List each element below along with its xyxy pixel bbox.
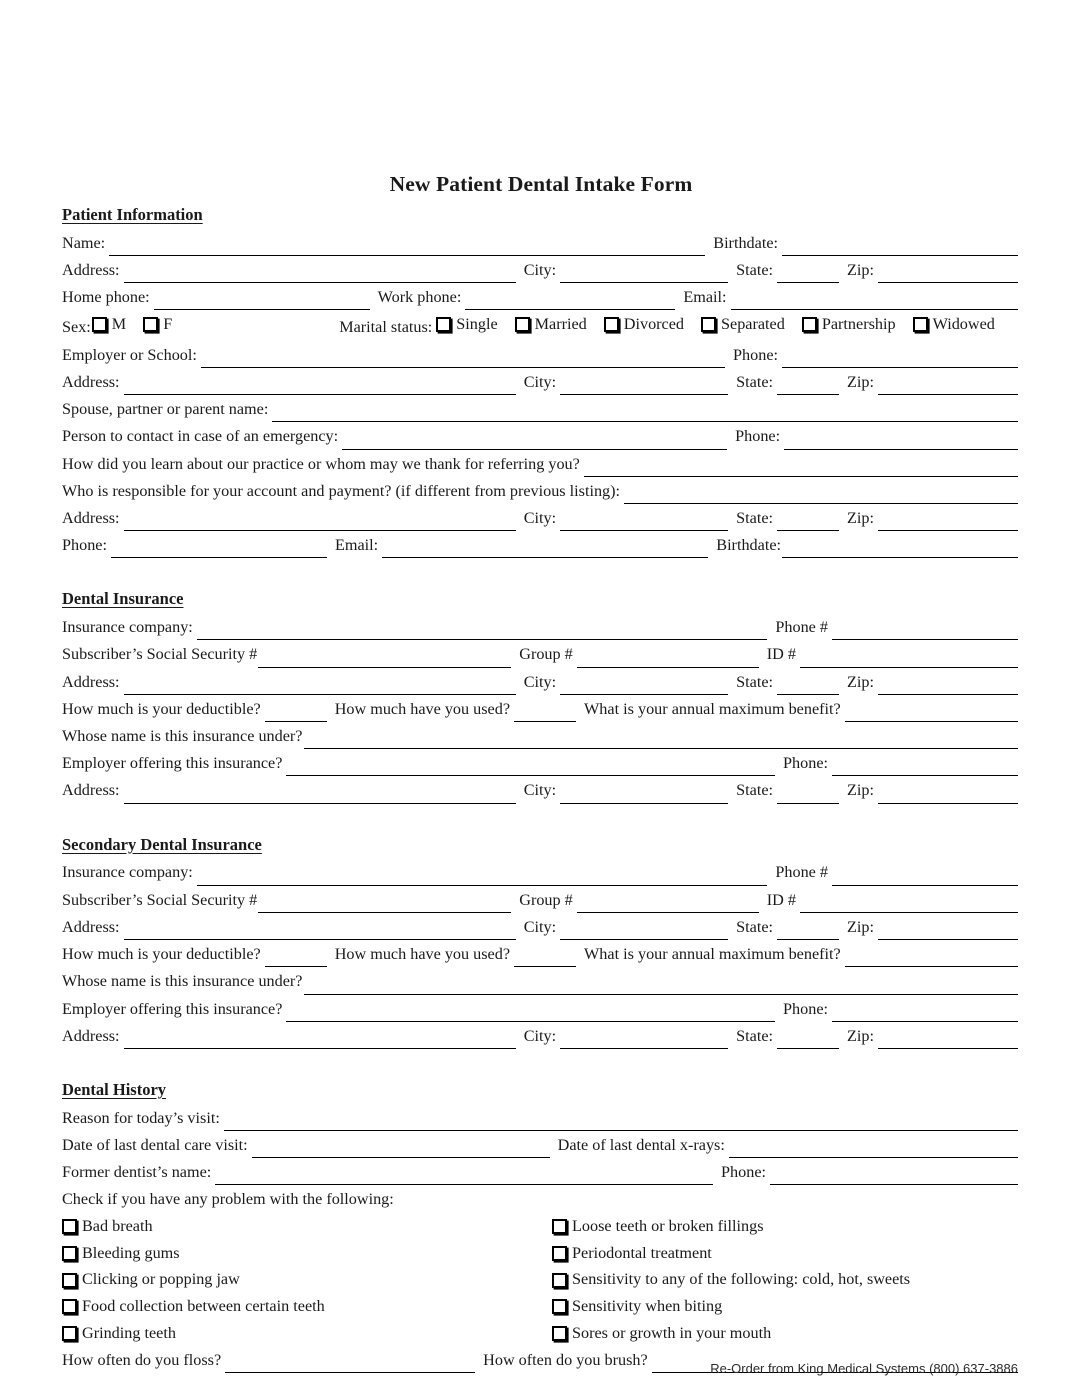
input-employer-offering[interactable] — [286, 760, 775, 776]
section-heading-patient-information: Patient Information — [62, 205, 203, 224]
row-former-dentist — [62, 1159, 1018, 1186]
label-employer-offering-phone: Phone: — [783, 754, 828, 773]
checkbox-label: Sensitivity when biting — [572, 1297, 723, 1316]
input-state[interactable] — [777, 267, 839, 283]
label-responsible-party: Who is responsible for your account and payment? (if different from previous listing): — [62, 481, 621, 500]
input-insurance-employer-zip[interactable] — [878, 787, 1018, 803]
input-secondary-group-number[interactable] — [577, 896, 759, 912]
input-insurance-employer-city[interactable] — [560, 787, 728, 803]
label-group-number: Group # — [519, 890, 573, 909]
label-responsible-phone: Phone: — [62, 536, 107, 555]
input-id-number[interactable] — [800, 651, 1018, 667]
checkbox-icon[interactable] — [515, 317, 530, 332]
label-responsible-birthdate: Birthdate: — [716, 536, 781, 555]
label-responsible-email: Email: — [334, 536, 379, 555]
label-floss-frequency: How often do you floss? — [62, 1350, 222, 1369]
input-secondary-employer-offering-phone[interactable] — [832, 1005, 1018, 1021]
checkbox-icon[interactable] — [552, 1299, 567, 1314]
label-subscriber-ssn: Subscriber’s Social Security # — [62, 890, 258, 909]
input-insurance-city[interactable] — [560, 678, 728, 694]
label-former-dentist-phone: Phone: — [721, 1163, 766, 1182]
label-zip: Zip: — [847, 372, 874, 391]
problem-checklist-left-column — [62, 1214, 528, 1347]
input-secondary-subscriber-ssn[interactable] — [258, 896, 511, 912]
label-zip: Zip: — [847, 509, 874, 528]
label-name: Name: — [62, 233, 106, 252]
input-whose-name[interactable] — [304, 733, 1019, 749]
row-responsible-phone-email-birthdate — [62, 532, 1018, 559]
label-work-phone: Work phone: — [377, 288, 462, 307]
checkbox-label-sex-female: F — [163, 315, 173, 334]
row-sex-marital — [62, 311, 1018, 341]
checkbox-marital-widowed[interactable] — [913, 311, 995, 338]
checkbox-sex-female[interactable] — [143, 311, 172, 338]
label-insurance-company: Insurance company: — [62, 863, 193, 882]
checkbox-icon[interactable] — [62, 1246, 77, 1261]
input-reason-for-visit[interactable] — [224, 1115, 1018, 1131]
input-secondary-insurance-state[interactable] — [777, 924, 839, 940]
input-employer-offering-phone[interactable] — [832, 760, 1018, 776]
checkbox-icon[interactable] — [552, 1219, 567, 1234]
input-subscriber-ssn[interactable] — [258, 651, 511, 667]
checkbox-marital-separated[interactable] — [701, 311, 785, 338]
row-secondary-whose-name — [62, 968, 1018, 995]
label-address: Address: — [62, 1026, 120, 1045]
row-address-city-state-zip — [62, 257, 1018, 284]
input-home-phone[interactable] — [154, 294, 370, 310]
row-home-work-email — [62, 284, 1018, 311]
label-amount-used: How much have you used? — [334, 699, 511, 718]
label-former-dentist: Former dentist’s name: — [62, 1163, 212, 1182]
section-heading-dental-insurance: Dental Insurance — [62, 589, 184, 609]
label-birthdate: Birthdate: — [713, 233, 778, 252]
row-reason-for-visit — [62, 1105, 1018, 1132]
input-secondary-deductible[interactable] — [265, 951, 327, 967]
label-reason-for-visit: Reason for today’s visit: — [62, 1108, 220, 1127]
label-city: City: — [523, 672, 557, 691]
checkbox-label: Grinding teeth — [82, 1323, 176, 1342]
row-spouse — [62, 396, 1018, 423]
input-responsible-email[interactable] — [382, 542, 708, 558]
input-secondary-insurance-address[interactable] — [124, 924, 516, 940]
label-referral: How did you learn about our practice or whom may we thank for referring you? — [62, 454, 580, 473]
checkbox-icon[interactable] — [62, 1299, 77, 1314]
label-check-problems: Check if you have any problem with the following: — [62, 1190, 394, 1209]
label-state: State: — [736, 509, 774, 528]
input-spouse[interactable] — [272, 406, 1018, 422]
label-address: Address: — [62, 509, 120, 528]
label-zip: Zip: — [847, 260, 874, 279]
checkbox-bleeding-gums[interactable] — [62, 1240, 528, 1267]
label-home-phone: Home phone: — [62, 288, 150, 307]
label-city: City: — [523, 509, 557, 528]
row-deductible — [62, 696, 1018, 723]
checkbox-icon[interactable] — [552, 1246, 567, 1261]
input-former-dentist[interactable] — [215, 1169, 713, 1185]
checkbox-marital-partnership[interactable] — [802, 311, 896, 338]
checkbox-label-marital-widowed: Widowed — [932, 315, 995, 334]
label-deductible: How much is your deductible? — [62, 945, 261, 964]
input-insurance-state[interactable] — [777, 678, 839, 694]
input-secondary-max-benefit[interactable] — [845, 951, 1018, 967]
input-secondary-employer-address[interactable] — [124, 1033, 516, 1049]
checkbox-label: Clicking or popping jaw — [82, 1270, 240, 1289]
label-employer-offering-phone: Phone: — [783, 999, 828, 1018]
input-secondary-employer-zip[interactable] — [878, 1033, 1018, 1049]
checkbox-sex-male[interactable] — [92, 311, 126, 338]
checkbox-periodontal-treatment[interactable] — [552, 1240, 1018, 1267]
label-insurance-phone: Phone # — [775, 863, 828, 882]
checkbox-label-marital-separated: Separated — [721, 315, 785, 334]
checkbox-icon[interactable] — [92, 317, 107, 332]
input-insurance-zip[interactable] — [878, 678, 1018, 694]
input-group-number[interactable] — [577, 651, 759, 667]
label-city: City: — [523, 917, 557, 936]
row-employer-phone — [62, 342, 1018, 369]
checkbox-sensitivity-when-biting[interactable] — [552, 1293, 1018, 1320]
section-spacer — [62, 559, 1018, 586]
input-employer-zip[interactable] — [878, 379, 1018, 395]
label-zip: Zip: — [847, 672, 874, 691]
checkbox-marital-single[interactable] — [436, 311, 497, 338]
form-body — [62, 202, 1018, 1374]
label-state: State: — [736, 372, 774, 391]
label-address: Address: — [62, 672, 120, 691]
label-address: Address: — [62, 372, 120, 391]
row-name-birthdate — [62, 230, 1018, 257]
input-responsible-party[interactable] — [624, 488, 1018, 504]
label-group-number: Group # — [519, 645, 573, 664]
input-secondary-employer-offering[interactable] — [286, 1005, 775, 1021]
checkbox-icon[interactable] — [62, 1273, 77, 1288]
row-insurance-company — [62, 614, 1018, 641]
label-spouse: Spouse, partner or parent name: — [62, 400, 269, 419]
row-insurance-employer-address — [62, 777, 1018, 804]
row-subscriber-ssn-group-id — [62, 641, 1018, 668]
input-emergency-phone[interactable] — [784, 433, 1018, 449]
label-subscriber-ssn: Subscriber’s Social Security # — [62, 645, 258, 664]
row-whose-name — [62, 723, 1018, 750]
checkbox-label: Periodontal treatment — [572, 1243, 712, 1262]
input-name[interactable] — [109, 240, 705, 256]
problem-checklist — [62, 1214, 1018, 1347]
section-heading-secondary-dental-insurance: Secondary Dental Insurance — [62, 834, 262, 854]
label-state: State: — [736, 1026, 774, 1045]
checkbox-icon[interactable] — [552, 1273, 567, 1288]
row-check-problems-instruction — [62, 1186, 1018, 1213]
input-responsible-birthdate[interactable] — [782, 542, 1018, 558]
checkbox-label: Sensitivity to any of the following: cold, hot, sweets — [572, 1270, 911, 1289]
checkbox-clicking-or-popping-jaw[interactable] — [62, 1267, 528, 1294]
label-city: City: — [523, 781, 557, 800]
section-spacer — [62, 1050, 1018, 1077]
input-secondary-insurance-phone[interactable] — [832, 869, 1018, 885]
reorder-footer: Re-Order from King Medical Systems (800) 637-3886 — [710, 1361, 1018, 1376]
label-address: Address: — [62, 260, 120, 279]
input-former-dentist-phone[interactable] — [770, 1169, 1018, 1185]
marital-status-group — [436, 311, 995, 338]
label-insurance-company: Insurance company: — [62, 618, 193, 637]
input-work-phone[interactable] — [465, 294, 675, 310]
input-last-dental-xrays[interactable] — [729, 1142, 1018, 1158]
input-employer-state[interactable] — [777, 379, 839, 395]
label-zip: Zip: — [847, 1026, 874, 1045]
checkbox-icon[interactable] — [436, 317, 451, 332]
label-max-benefit: What is your annual maximum benefit? — [584, 699, 841, 718]
input-last-dental-visit[interactable] — [252, 1142, 550, 1158]
checkbox-loose-teeth-broken-fillings[interactable] — [552, 1214, 1018, 1241]
input-employer-city[interactable] — [560, 379, 728, 395]
label-last-dental-xrays: Date of last dental x-rays: — [557, 1135, 725, 1154]
label-sex: Sex: — [62, 318, 91, 337]
label-email: Email: — [683, 288, 727, 307]
row-referral — [62, 451, 1018, 478]
checkbox-label: Food collection between certain teeth — [82, 1297, 325, 1316]
checkbox-label: Sores or growth in your mouth — [572, 1323, 772, 1342]
label-max-benefit: What is your annual maximum benefit? — [584, 945, 841, 964]
problem-checklist-right-column — [528, 1214, 1018, 1347]
label-whose-name: Whose name is this insurance under? — [62, 972, 303, 991]
input-responsible-state[interactable] — [777, 515, 839, 531]
row-last-visit-xrays — [62, 1132, 1018, 1159]
label-state: State: — [736, 672, 774, 691]
label-address: Address: — [62, 917, 120, 936]
row-responsible-party — [62, 478, 1018, 505]
row-emergency-contact — [62, 423, 1018, 450]
checkbox-label: Loose teeth or broken fillings — [572, 1217, 764, 1236]
row-secondary-subscriber-ssn-group-id — [62, 887, 1018, 914]
row-insurance-address — [62, 669, 1018, 696]
input-employer-address[interactable] — [124, 379, 516, 395]
checkbox-label-marital-single: Single — [456, 315, 498, 334]
input-address[interactable] — [124, 267, 516, 283]
checkbox-label: Bleeding gums — [82, 1243, 180, 1262]
checkbox-grinding-teeth[interactable] — [62, 1320, 528, 1347]
input-insurance-employer-state[interactable] — [777, 787, 839, 803]
checkbox-label: Bad breath — [82, 1217, 153, 1236]
label-employer-phone: Phone: — [733, 345, 778, 364]
row-secondary-employer-address — [62, 1023, 1018, 1050]
input-responsible-phone[interactable] — [111, 542, 327, 558]
section-heading-dental-history: Dental History — [62, 1079, 167, 1099]
section-spacer — [62, 805, 1018, 832]
input-deductible[interactable] — [265, 706, 327, 722]
label-whose-name: Whose name is this insurance under? — [62, 727, 303, 746]
row-responsible-address — [62, 505, 1018, 532]
row-employer-offering — [62, 750, 1018, 777]
checkbox-sores-or-growth[interactable] — [552, 1320, 1018, 1347]
input-secondary-insurance-zip[interactable] — [878, 924, 1018, 940]
label-deductible: How much is your deductible? — [62, 699, 261, 718]
input-floss-frequency[interactable] — [225, 1356, 475, 1372]
checkbox-marital-divorced[interactable] — [604, 311, 684, 338]
row-secondary-employer-offering — [62, 996, 1018, 1023]
label-state: State: — [736, 260, 774, 279]
row-employer-address — [62, 369, 1018, 396]
input-email[interactable] — [731, 294, 1019, 310]
label-address: Address: — [62, 781, 120, 800]
label-zip: Zip: — [847, 917, 874, 936]
label-amount-used: How much have you used? — [334, 945, 511, 964]
input-emergency-contact[interactable] — [342, 433, 727, 449]
input-secondary-amount-used[interactable] — [514, 951, 576, 967]
row-secondary-insurance-company — [62, 859, 1018, 886]
input-secondary-id-number[interactable] — [800, 896, 1018, 912]
label-insurance-phone: Phone # — [775, 618, 828, 637]
checkbox-icon[interactable] — [802, 317, 817, 332]
input-secondary-insurance-city[interactable] — [560, 924, 728, 940]
input-secondary-whose-name[interactable] — [304, 978, 1019, 994]
checkbox-marital-married[interactable] — [515, 311, 587, 338]
input-responsible-zip[interactable] — [878, 515, 1018, 531]
checkbox-label-marital-divorced: Divorced — [623, 315, 685, 334]
label-state: State: — [736, 781, 774, 800]
label-employer-offering: Employer offering this insurance? — [62, 754, 283, 773]
label-emergency-contact: Person to contact in case of an emergency: — [62, 427, 339, 446]
checkbox-icon[interactable] — [604, 317, 619, 332]
checkbox-icon[interactable] — [913, 317, 928, 332]
checkbox-label-marital-married: Married — [534, 315, 587, 334]
label-employer-offering: Employer offering this insurance? — [62, 999, 283, 1018]
label-employer-or-school: Employer or School: — [62, 345, 197, 364]
label-id-number: ID # — [766, 890, 796, 909]
checkbox-icon[interactable] — [552, 1326, 567, 1341]
label-emergency-phone: Phone: — [735, 427, 781, 446]
label-city: City: — [523, 1026, 557, 1045]
row-secondary-insurance-address — [62, 914, 1018, 941]
input-secondary-insurance-company[interactable] — [197, 869, 768, 885]
row-secondary-deductible — [62, 941, 1018, 968]
label-city: City: — [523, 260, 557, 279]
input-responsible-address[interactable] — [124, 515, 516, 531]
checkbox-icon[interactable] — [701, 317, 716, 332]
label-marital-status: Marital status: — [339, 318, 433, 337]
checkbox-label-sex-male: M — [111, 315, 127, 334]
checkbox-label-marital-partnership: Partnership — [821, 315, 896, 334]
input-insurance-phone[interactable] — [832, 624, 1018, 640]
input-employer-phone[interactable] — [782, 352, 1018, 368]
checkbox-icon[interactable] — [62, 1326, 77, 1341]
input-insurance-employer-address[interactable] — [124, 787, 516, 803]
input-secondary-employer-city[interactable] — [560, 1033, 728, 1049]
input-max-benefit[interactable] — [845, 706, 1018, 722]
input-amount-used[interactable] — [514, 706, 576, 722]
checkbox-sensitivity-cold-hot-sweets[interactable] — [552, 1267, 1018, 1294]
input-birthdate[interactable] — [782, 240, 1018, 256]
label-zip: Zip: — [847, 781, 874, 800]
input-referral[interactable] — [584, 460, 1018, 476]
label-state: State: — [736, 917, 774, 936]
label-id-number: ID # — [766, 645, 796, 664]
input-employer-or-school[interactable] — [201, 352, 725, 368]
input-insurance-company[interactable] — [197, 624, 768, 640]
checkbox-food-collection[interactable] — [62, 1293, 528, 1320]
checkbox-icon[interactable] — [143, 317, 158, 332]
checkbox-icon[interactable] — [62, 1219, 77, 1234]
input-responsible-city[interactable] — [560, 515, 728, 531]
input-insurance-address[interactable] — [124, 678, 516, 694]
checkbox-bad-breath[interactable] — [62, 1214, 528, 1241]
input-city[interactable] — [560, 267, 728, 283]
page-title: New Patient Dental Intake Form — [389, 172, 693, 196]
label-brush-frequency: How often do you brush? — [483, 1350, 648, 1369]
input-secondary-employer-state[interactable] — [777, 1033, 839, 1049]
label-last-dental-visit: Date of last dental care visit: — [62, 1135, 248, 1154]
label-city: City: — [523, 372, 557, 391]
input-zip[interactable] — [878, 267, 1018, 283]
